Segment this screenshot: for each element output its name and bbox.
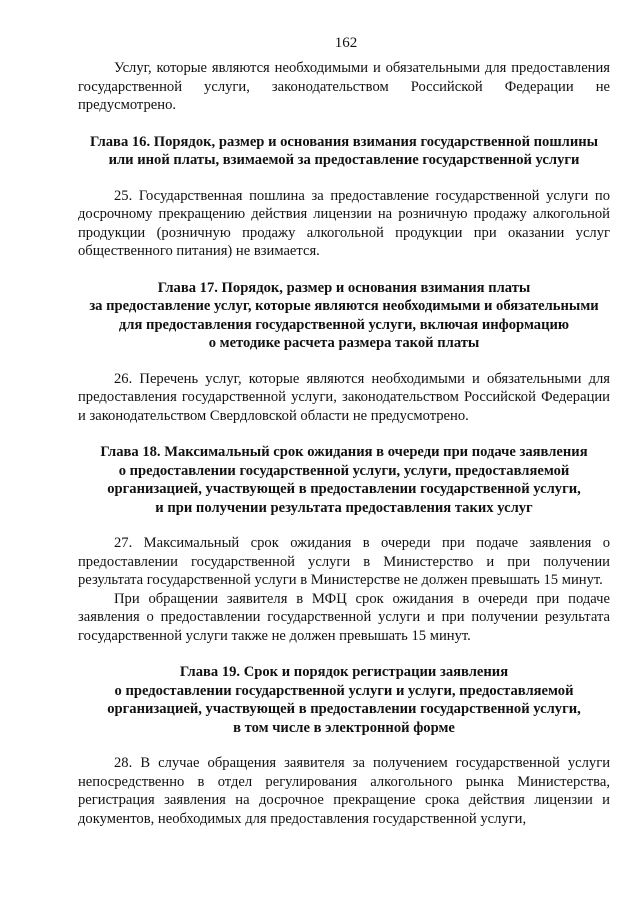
chapter-19-heading-line: Глава 19. Срок и порядок регистрации заявления (179, 664, 509, 680)
page-number: 162 (334, 35, 358, 51)
chapter-18-heading-line: и при получении результата предоставления таких услуг (155, 499, 533, 516)
chapter-19-heading (78, 663, 610, 737)
paragraph-27-mfc: При обращении заявителя в МФЦ срок ожидания в очереди при подаче заявления о предоставлении государственной услуги и при получении результата государственной услуги также не должен превышать 15 минут. (78, 590, 610, 644)
chapter-18-heading-line: организацией, участвующей в предоставлении государственной услуги, (107, 481, 581, 497)
intro-paragraph: Услуг, которые являются необходимыми и обязательными для предоставления государственной услуги, законодательством Российской Федерации не предусмотрено. (78, 60, 610, 113)
paragraph-28: 28. В случае обращения заявителя за получением государственной услуги непосредственно в отдел регулирования алкогольного рынка Министерства, регистрация заявления на досрочное прекращение срока действия лицензии и документов, необходимых для предоставления государственной услуги, (78, 755, 610, 827)
chapter-17-heading-line: за предоставление услуг, которые являются необходимыми и обязательными (89, 298, 599, 314)
chapter-19-heading-line: организацией, участвующей в предоставлении государственной услуги, (107, 701, 581, 717)
document-page (78, 34, 610, 828)
chapter-16-heading (78, 133, 610, 170)
paragraph-25: 25. Государственная пошлина за предоставление государственной услуги по досрочному прекращению действия лицензии на розничную продажу алкогольной продукции (розничную продажу алкогольной продукции при оказании услуг общественного питания) не взимается. (78, 187, 610, 259)
chapter-18-heading (78, 443, 610, 517)
chapter-18-heading-line: о предоставлении государственной услуги, услуги, предоставляемой (118, 462, 570, 479)
chapter-17-heading (78, 279, 610, 353)
chapter-18-heading-line: Глава 18. Максимальный срок ожидания в очереди при подаче заявления (100, 444, 588, 460)
paragraph-27: 27. Максимальный срок ожидания в очереди при подаче заявления о предоставлении государственной услуги в Министерство и при получении результата государственной услуги в Министерстве не должен превышать 15 минут. (78, 535, 610, 588)
chapter-19-heading-line: о предоставлении государственной услуги и услуги, предоставляемой (114, 682, 574, 699)
chapter-16-heading-line: Глава 16. Порядок, размер и основания взимания государственной пошлины (89, 133, 599, 150)
chapter-17-heading-line: Глава 17. Порядок, размер и основания взимания платы (157, 279, 531, 296)
chapter-16-heading-line: или иной платы, взимаемой за предоставление государственной услуги (108, 152, 580, 168)
chapter-19-heading-line: в том числе в электронной форме (233, 719, 455, 736)
chapter-17-heading-line: о методике расчета размера такой платы (208, 335, 480, 351)
chapter-17-heading-line: для предоставления государственной услуги, включая информацию (118, 316, 570, 333)
paragraph-26: 26. Перечень услуг, которые являются необходимыми и обязательными для предоставления государственной услуги, законодательством Российской Федерации и законодательством Свердловской области не предусмотрено. (78, 370, 610, 424)
